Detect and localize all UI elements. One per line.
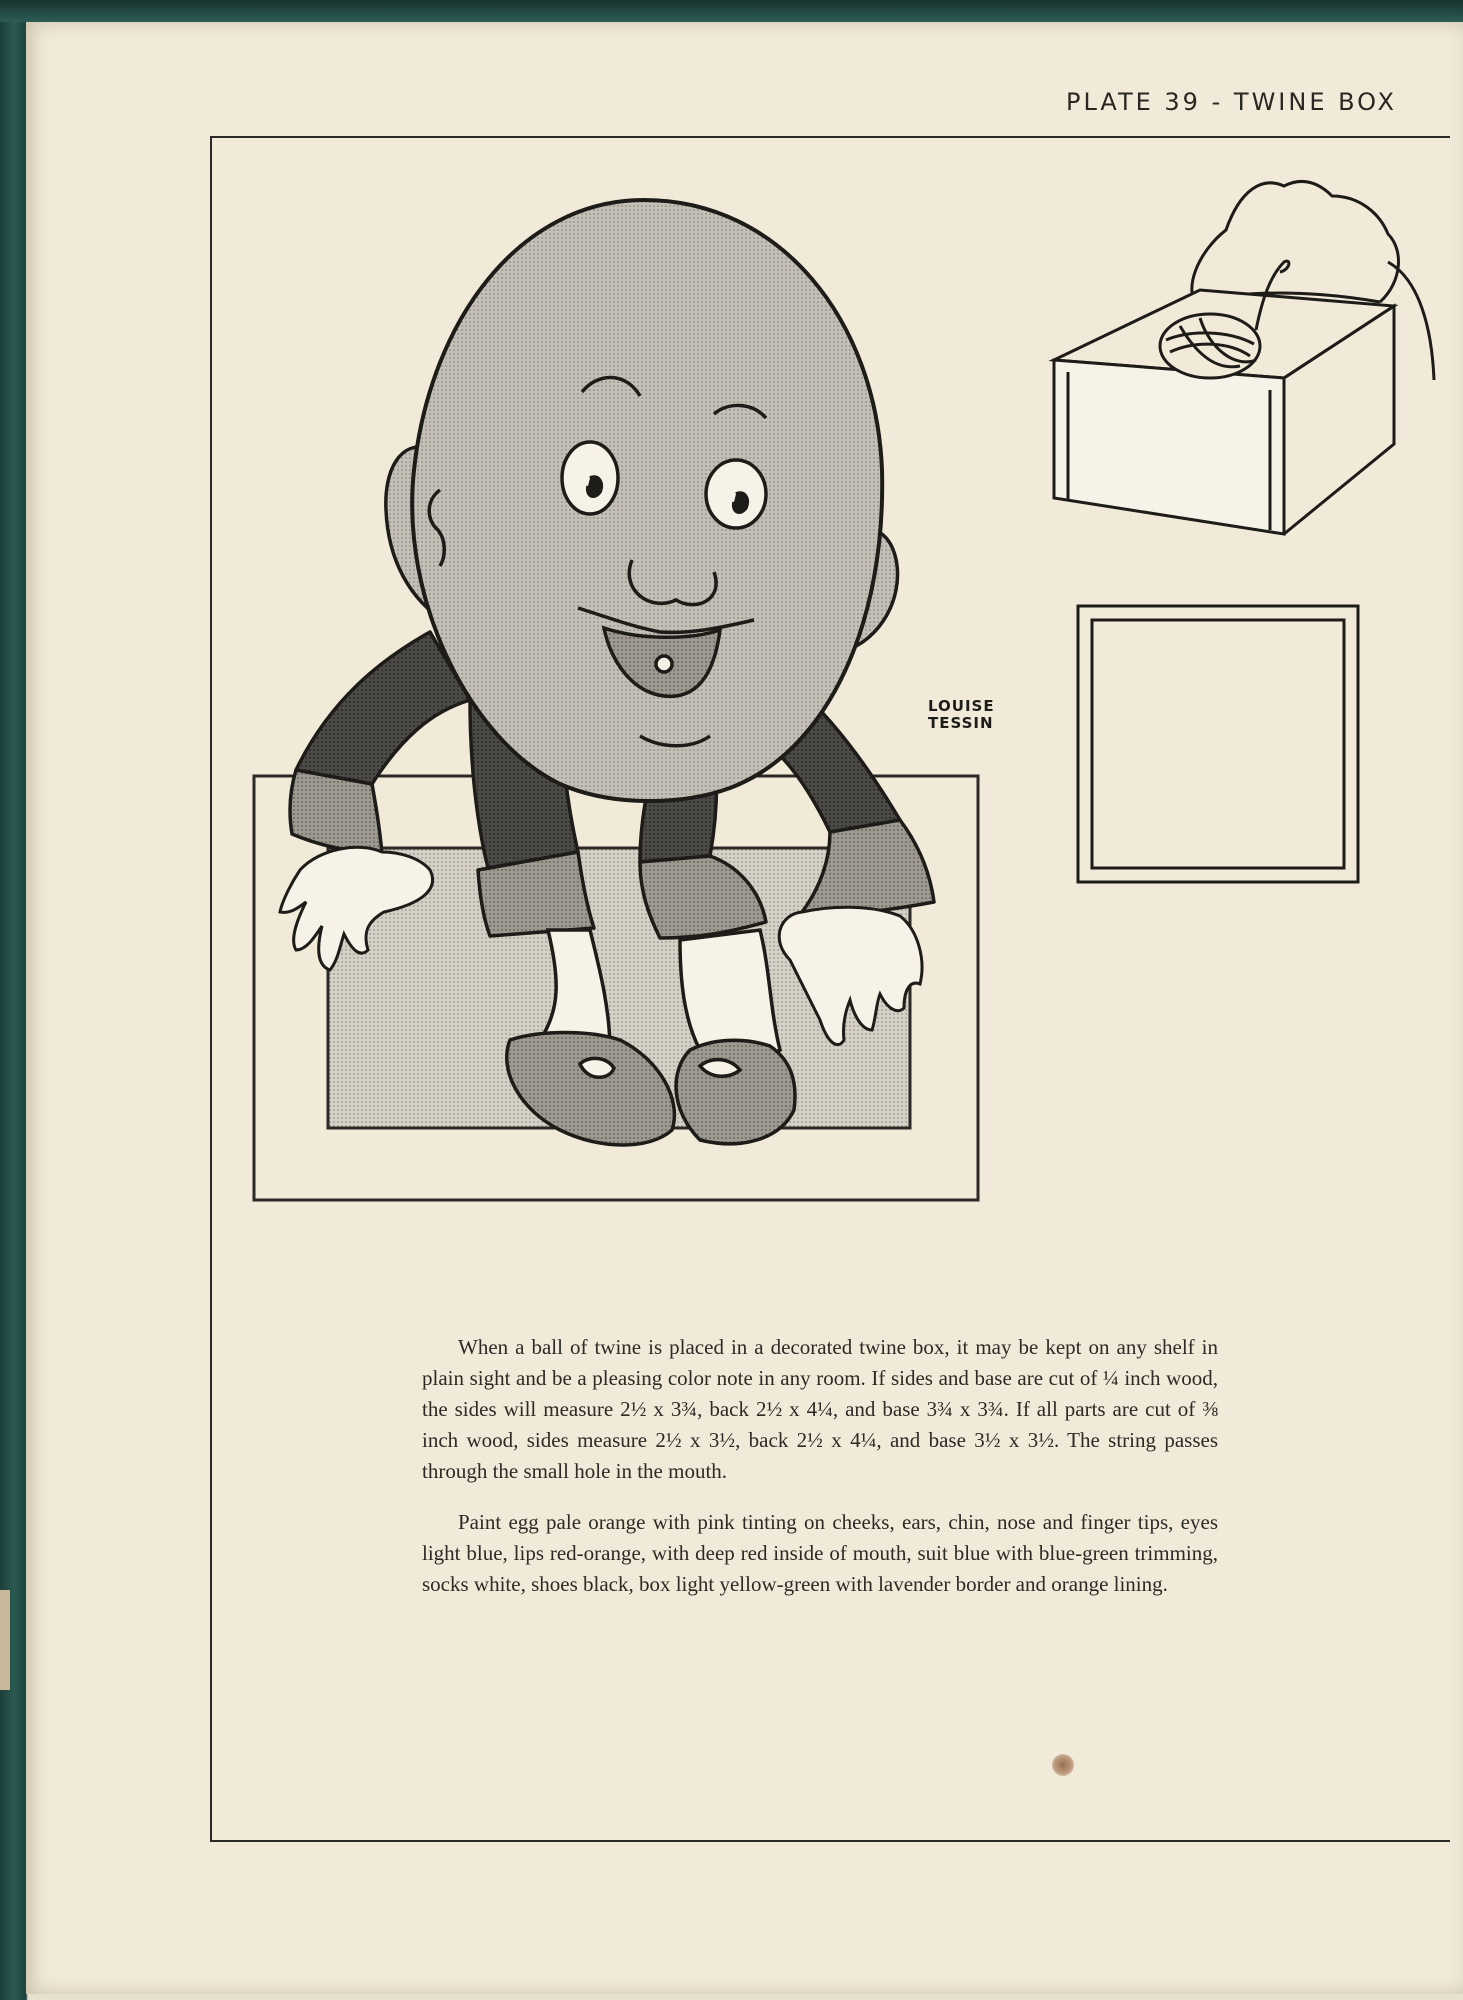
paper-stain [1052, 1754, 1074, 1776]
instructions-text [422, 1332, 1218, 1620]
box-base-sketch [1078, 606, 1358, 882]
instructions-paragraph-1: When a ball of twine is placed in a decorated twine box, it may be kept on any shelf in plain sight and be a pleasing color note in any room. If sides and base are cut of ¼ inch wood, the sides will measure 2½ x 3¾, back 2½ x 4¼, and base 3¾ x 3¾. If all parts are cut of ⅜ inch wood, sides measure 2½ x 3½, back 2½ x 4¼, and base 3½ x 3½. The string passes through the small hole in the mouth. [422, 1335, 1218, 1483]
egg-head [412, 200, 882, 801]
instructions-paragraph-2: Paint egg pale orange with pink tinting on cheeks, ears, chin, nose and finger tips, eyes light blue, lips red-orange, with deep red inside of mouth, suit blue with blue-green trimming, socks white, shoes black, box light yellow-green with lavender border and orange lining. [422, 1510, 1218, 1596]
signature-last-name: TESSIN [928, 714, 994, 732]
plate-number: PLATE 39 [1066, 88, 1201, 116]
twine-box-sketch [1054, 181, 1434, 534]
signature-first-name: LOUISE [928, 697, 995, 715]
artist-signature [928, 698, 1018, 732]
plate-title: TWINE BOX [1233, 88, 1397, 116]
header-separator: - [1211, 88, 1224, 116]
